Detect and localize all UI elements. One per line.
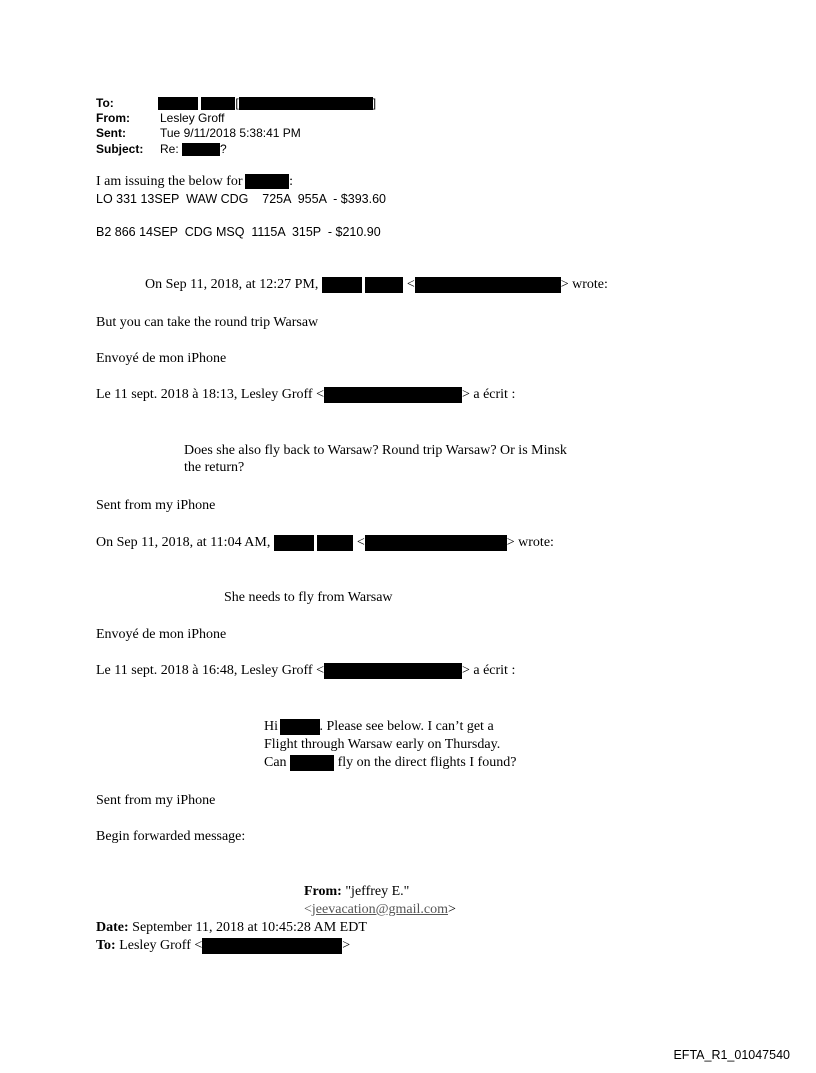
quote1-signature: Envoyé de mon iPhone — [96, 351, 227, 366]
forward-note: Begin forwarded message: — [96, 829, 246, 844]
quote4-line1-prefix: Hi — [264, 719, 278, 735]
quote4-line3 — [264, 755, 516, 771]
redaction-box — [280, 719, 320, 735]
forwarded-email-gt: > — [448, 902, 456, 917]
flight-line-2: B2 866 14SEP CDG MSQ 1115A 315P - $210.90 — [96, 225, 381, 239]
header-from-row — [96, 112, 224, 125]
redaction-box — [290, 755, 334, 771]
header-from-value: Lesley Groff — [160, 111, 225, 125]
quote3-message: She needs to fly from Warsaw — [224, 590, 393, 605]
quote2-signature: Sent from my iPhone — [96, 498, 216, 513]
header-subject-suffix: ? — [220, 142, 227, 156]
forwarded-to-gt: > — [342, 938, 351, 954]
quote2-attribution — [96, 387, 515, 403]
quote3-attribution-suffix: > wrote: — [506, 535, 554, 551]
quote2-message-line2: the return? — [184, 460, 245, 475]
redaction-box — [365, 277, 403, 293]
forwarded-from-label: From: — [304, 884, 342, 899]
quote4-line3-suffix: fly on the direct flights I found? — [337, 755, 517, 771]
quote3-signature: Envoyé de mon iPhone — [96, 627, 227, 642]
redaction-box — [202, 938, 342, 954]
header-subject-label: Subject: — [96, 142, 144, 156]
quote2-message-line1: Does she also fly back to Warsaw? Round trip Warsaw? Or is Minsk — [184, 443, 567, 458]
quote4-line1-suffix: . Please see below. I can’t get a — [319, 719, 494, 735]
quote1-attribution — [145, 277, 608, 293]
header-subject-prefix: Re: — [160, 142, 179, 156]
quote3-lt: < — [356, 535, 365, 551]
quote4-line3-prefix: Can — [264, 755, 287, 771]
header-subject-row — [96, 143, 227, 156]
flight-line-1: LO 331 13SEP WAW CDG 725A 955A - $393.60 — [96, 192, 386, 206]
redaction-box — [239, 97, 373, 110]
redaction-box — [274, 535, 314, 551]
quote1-attribution-suffix: > wrote: — [560, 277, 608, 293]
header-to-bracket-open: [ — [235, 96, 239, 110]
quote2-attribution-prefix: Le 11 sept. 2018 à 18:13, Lesley Groff < — [96, 387, 324, 403]
reply-intro-prefix: I am issuing the below for — [96, 174, 243, 189]
redaction-box — [415, 277, 561, 293]
quote4-attribution-suffix: > a écrit : — [461, 663, 516, 679]
quote1-attribution-prefix: On Sep 11, 2018, at 12:27 PM, — [145, 277, 319, 293]
header-sent-label: Sent: — [96, 126, 126, 140]
quote3-attribution-prefix: On Sep 11, 2018, at 11:04 AM, — [96, 535, 271, 551]
forwarded-email-row — [304, 902, 456, 918]
forwarded-to-label: To: — [96, 938, 116, 954]
redaction-box — [317, 535, 353, 551]
redaction-box — [324, 387, 462, 403]
header-to-label: To: — [96, 96, 114, 110]
header-sent-value: Tue 9/11/2018 5:38:41 PM — [160, 126, 301, 140]
forwarded-from-row — [304, 884, 409, 900]
forwarded-date-label: Date: — [96, 920, 129, 935]
forwarded-to-value: Lesley Groff < — [119, 938, 203, 954]
document-id: EFTA_R1_01047540 — [673, 1048, 790, 1062]
redaction-box — [324, 663, 462, 679]
header-to-bracket-close: ] — [372, 96, 377, 110]
quote1-message: But you can take the round trip Warsaw — [96, 315, 319, 330]
header-sent-row — [96, 127, 301, 140]
quote3-attribution — [96, 535, 554, 551]
forwarded-date-row — [96, 920, 367, 936]
reply-intro — [96, 174, 293, 190]
header-from-label: From: — [96, 111, 130, 125]
quote4-line1 — [264, 719, 494, 735]
redaction-box — [365, 535, 507, 551]
quote4-line2: Flight through Warsaw early on Thursday. — [264, 737, 501, 752]
quote2-attribution-suffix: > a écrit : — [461, 387, 516, 403]
redaction-box — [158, 97, 198, 110]
quote1-lt: < — [406, 277, 415, 293]
forwarded-email-link[interactable]: jeevacation@gmail.com — [311, 902, 449, 917]
redaction-box — [201, 97, 235, 110]
header-to-row — [96, 97, 376, 110]
quote4-attribution-prefix: Le 11 sept. 2018 à 16:48, Lesley Groff < — [96, 663, 324, 679]
forwarded-date-value: September 11, 2018 at 10:45:28 AM EDT — [132, 920, 367, 935]
redaction-box — [245, 174, 289, 189]
forwarded-to-row — [96, 938, 350, 954]
redaction-box — [322, 277, 362, 293]
forwarded-from-name: "jeffrey E." — [345, 884, 410, 899]
redaction-box — [182, 143, 220, 156]
reply-intro-suffix: : — [289, 174, 293, 189]
forwarded-email-lt: < — [304, 902, 312, 917]
quote4-attribution — [96, 663, 515, 679]
quote4-signature: Sent from my iPhone — [96, 793, 216, 808]
